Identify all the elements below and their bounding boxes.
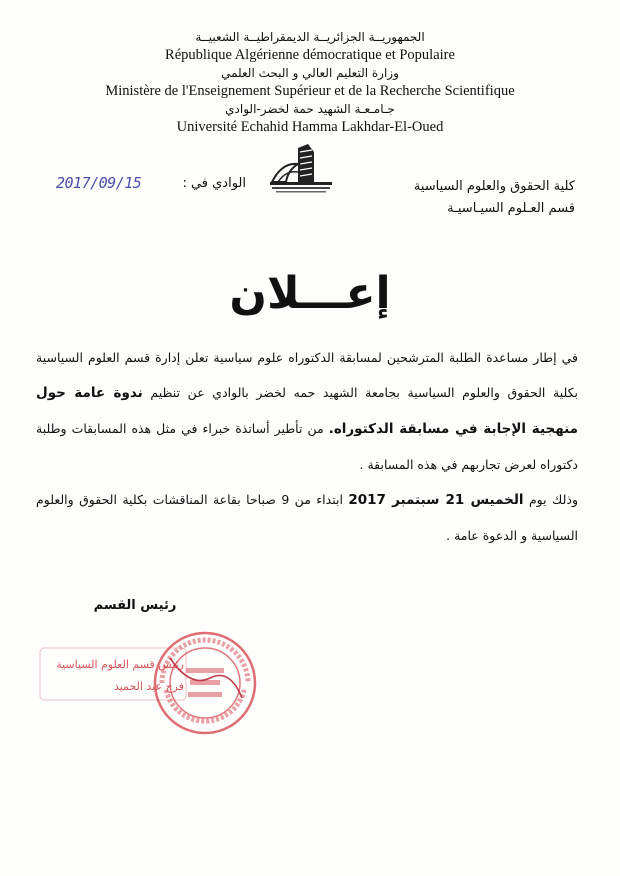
republic-ar: الجمهوريــة الجزائريــة الديمقراطيــة الشعبيــة — [195, 30, 425, 44]
announcement-title — [0, 268, 620, 319]
p2-text-2: ابتداء من 9 صباحا بقاعة المناقشات بكلية الحقوق والعلوم السياسية و الدعوة عامة . — [36, 492, 578, 543]
university-ar: جـامـعـة الشهيد حمة لخضر-الوادي — [225, 102, 395, 116]
faculty-name: كلية الحقوق والعلوم السياسية — [413, 179, 575, 194]
date-value-handwritten: 2017/09/15 — [56, 174, 142, 192]
signature-title: رئيس القسم — [93, 598, 177, 613]
ministry-ar: وزارة التعليم العالي و البحث العلمي — [221, 66, 399, 80]
p1-highlight: ندوة عامة حول منهجية الإجابة في مسابقة الدكتوراه. — [36, 385, 578, 437]
p2-highlight: الخميس 21 سبتمبر 2017 — [348, 492, 524, 508]
paragraph-2 — [36, 482, 578, 553]
title-text: إعـــلان — [229, 268, 391, 319]
university-fr: Université Echahid Hamma Lakhdar-El-Oued — [176, 119, 444, 135]
date-label: الوادي في : — [182, 176, 246, 191]
faculty-block — [414, 176, 575, 220]
university-logo — [268, 142, 336, 198]
paragraph-1 — [36, 340, 578, 482]
faculty-round-seal — [150, 628, 260, 738]
stamp-line-1: رئيس قسم العلوم السياسية — [56, 658, 184, 671]
republic-fr: République Algérienne démocratique et Populaire — [165, 47, 455, 63]
p2-text-1: وذلك يوم — [528, 492, 578, 507]
announcement-body — [36, 340, 578, 553]
department-name: قسم العـلوم السيـاسيـة — [447, 201, 575, 216]
stamp-line-2: فرج عبد الحميد — [113, 680, 184, 693]
p1-text-2: من تأطير أساتذة خبراء في مثل هذه المسابقات وطلبة دكتوراه لعرض تجاربهم في هذه المسابقة . — [36, 421, 578, 472]
date-line — [56, 174, 246, 198]
ministry-fr: Ministère de l'Enseignement Supérieur et de la Recherche Scientifique — [105, 83, 515, 99]
p1-text-1: في إطار مساعدة الطلبة المترشحين لمسابقة الدكتوراه علوم سياسية تعلن إدارة قسم العلوم السياسية بكلية الحقوق والعلوم السياسية بجامعة الشهيد حمه لخضر بالوادي عن تنظيم — [36, 350, 579, 400]
letterhead — [0, 28, 620, 136]
